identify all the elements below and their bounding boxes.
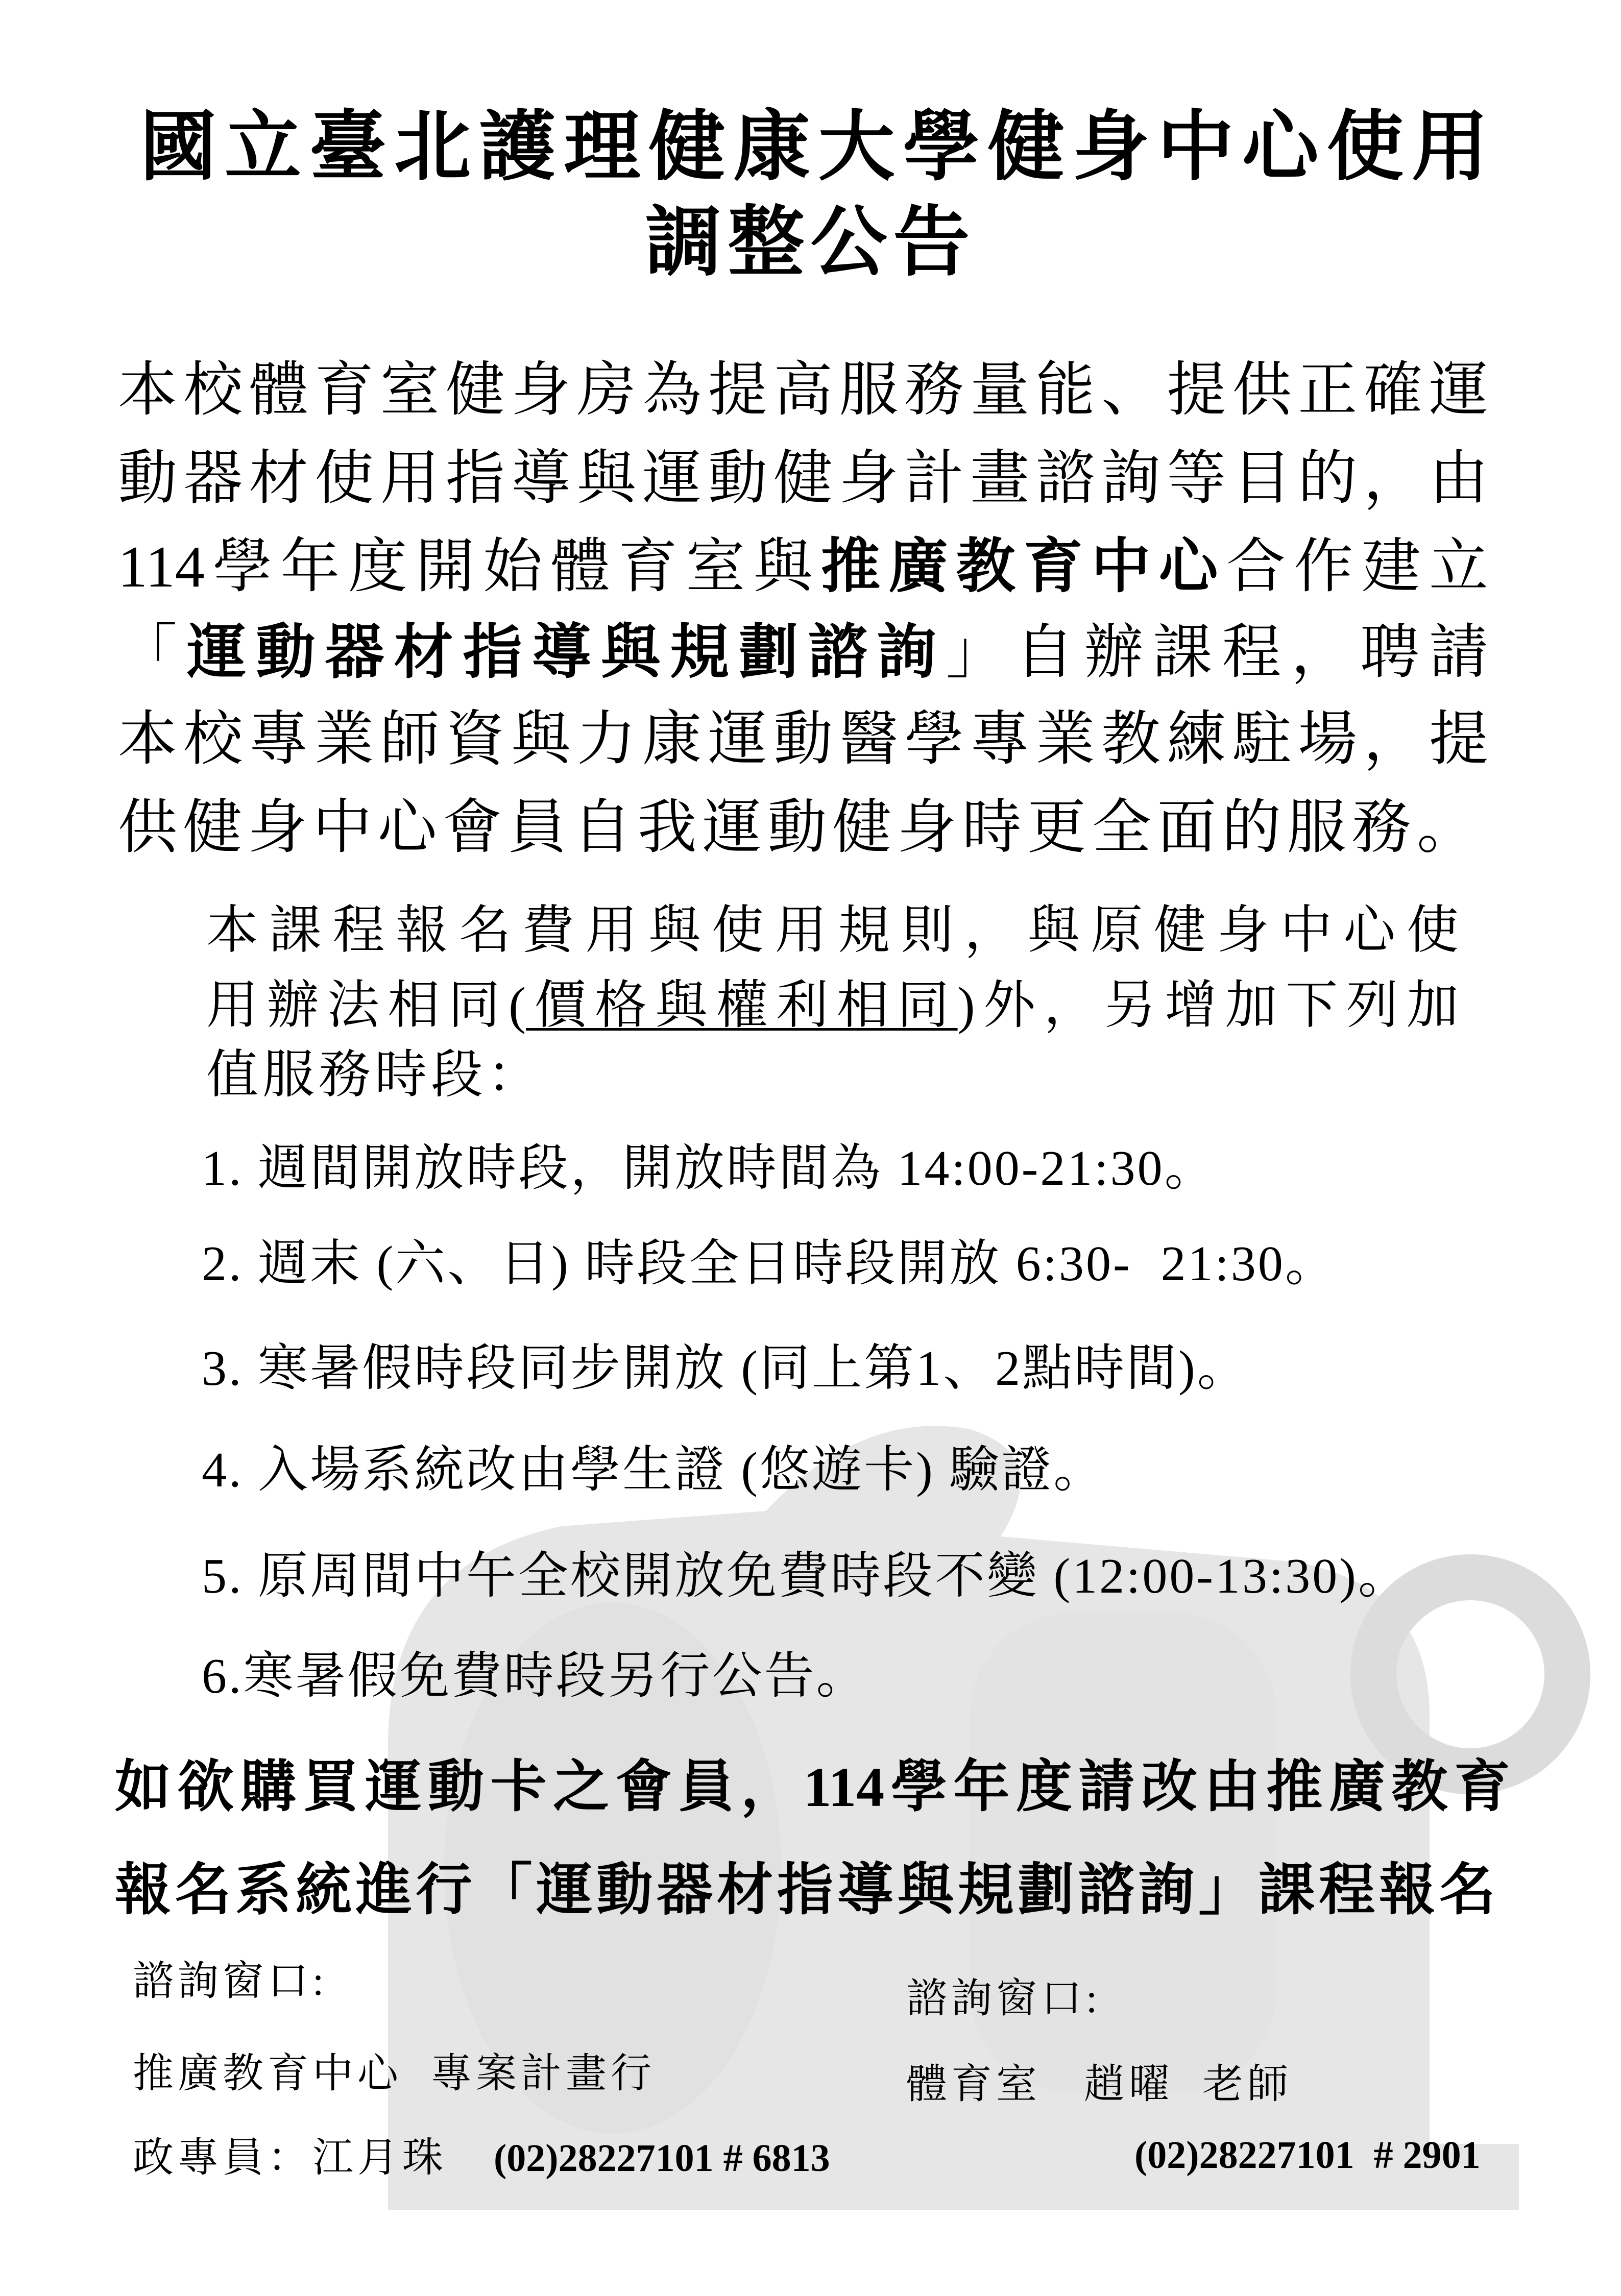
rules-underline-note: 價格與權利相同 <box>526 977 958 1035</box>
page-title-line2: 調整公告 <box>645 201 976 285</box>
intro-line-3-text: 114學年度開始體育室與 <box>118 534 821 600</box>
intro-line-3-tail: 合作建立 <box>1226 534 1488 600</box>
intro-line-4 <box>118 615 1488 691</box>
contact-left-phone: (02)28227101 # 6813 <box>494 2137 830 2180</box>
service-item-1: 1. 週間開放時段，開放時間為 14:00-21:30。 <box>202 1141 1217 1196</box>
intro-highlight-center: 推廣教育中心 <box>821 534 1227 600</box>
service-item-6: 6.寒暑假免費時段另行公告。 <box>202 1649 868 1704</box>
notice-line-2: 報名系統進行「運動器材指導與規劃諮詢」課程報名 <box>115 1859 1495 1921</box>
service-item-4: 4. 入場系統改由學生證 (悠遊卡) 驗證。 <box>202 1443 1106 1498</box>
notice-line-1: 如欲購買運動卡之會員，114學年度請改由推廣教育 <box>115 1756 1510 1818</box>
contact-right-label: 諮詢窗口: <box>906 1976 1102 2021</box>
rules-line-1: 本課程報名費用與使用規則，與原健身中心使 <box>206 902 1459 960</box>
contact-left-label: 諮詢窗口: <box>133 1959 328 2004</box>
contact-left-name: 政專員：江月珠 <box>133 2136 447 2181</box>
rules-line-2 <box>206 973 1459 1039</box>
intro-line-4-open: 「 <box>118 620 187 686</box>
page-title-line1: 國立臺北護理健康大學健身中心使用 <box>140 105 1488 190</box>
intro-line-4-tail: 」自辦課程，聘請 <box>946 620 1488 686</box>
service-item-5: 5. 原周間中午全校開放免費時段不變 (12:00-13:30)。 <box>202 1549 1410 1604</box>
rules-line-3: 值服務時段： <box>206 1046 543 1104</box>
service-item-2: 2. 週末 (六、日) 時段全日時段開放 6:30- 21:30。 <box>202 1236 1337 1291</box>
service-item-3: 3. 寒暑假時段同步開放 (同上第1、2點時間)。 <box>202 1341 1249 1396</box>
contact-right-phone: (02)28227101 # 2901 <box>1134 2134 1481 2177</box>
rules-line-2-text: 用辦法相同( <box>206 977 526 1035</box>
contact-right-name: 體育室 趙曜 老師 <box>906 2062 1292 2107</box>
intro-line-5: 本校專業師資與力康運動醫學專業教練駐場，提 <box>118 707 1488 772</box>
intro-highlight-course: 運動器材指導與規劃諮詢 <box>187 620 946 686</box>
rules-line-2-tail: )外，另增加下列加 <box>957 977 1459 1035</box>
intro-line-2: 動器材使用指導與運動健身計畫諮詢等目的，由 <box>118 446 1488 511</box>
intro-line-3 <box>118 529 1488 605</box>
contact-left-unit: 推廣教育中心 專案計畫行 <box>133 2051 656 2096</box>
intro-line-1: 本校體育室健身房為提高服務量能、提供正確運 <box>118 358 1488 423</box>
intro-line-6: 供健身中心會員自我運動健身時更全面的服務。 <box>118 795 1476 861</box>
